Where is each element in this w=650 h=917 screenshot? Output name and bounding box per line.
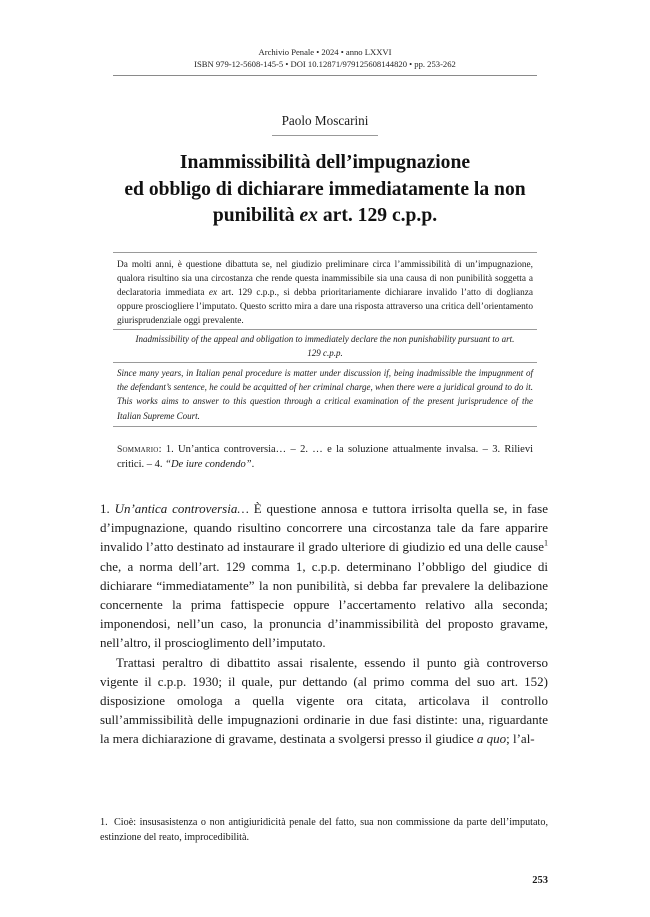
footnote-ref: 1 [544,539,548,549]
title-line-2: ed obbligo di dichiarare immediatamente la non [124,178,526,200]
isbn-doi-line: ISBN 979-12-5608-145-5 • DOI 10.12871/979125608144820 • pp. 253-262 [194,59,456,69]
paragraph-2: Trattasi peraltro di dibattito assai risalente, essendo il punto già controverso vigente il c.p.p. 1930; il quale, pur dettando (al primo comma del suo art. 152) disposizione omologa a quella vigente ora citata, articolava il controllo sull’ammissibilità delle impugnazioni ordinarie in due fasi distinte: una, riguardante la mera dichiarazione di gravame, destinata a svolgersi presso il giudice a quo; l’al- [100,654,548,747]
footnote [100,815,548,845]
abstract-english: Since many years, in Italian penal procedure is matter under discussion if, being inadmissible the impugnment of the defendant’s sentence, he could be acquitted of her criminal charge, when there were a juridical ground to do it. This works aims to answer to this question through a critical examination of the present jurisprudence of the Italian Supreme Court. [117,368,533,421]
author-rule [272,135,378,136]
abstract-english-title: Inadmissibility of the appeal and obligation to immediately declare the non punishability pursuant to art. 129 c.p.p. [135,334,515,358]
page-number: 253 [532,875,548,886]
journal-line: Archivio Penale • 2024 • anno LXXVI [258,47,392,57]
section-heading: Un’antica controversia… [114,501,249,516]
title-line-3: punibilità ex art. 129 c.p.p. [212,205,438,226]
header-rule [113,75,537,76]
abstract-bottom-rule [113,426,537,427]
summary-label: Sommario [117,444,159,455]
footnote-number: 1. [100,817,108,828]
abstract-english-rule [113,362,537,363]
abstract-top-rule [113,252,537,253]
paragraph-1: 1. Un’antica controversia… È questione annosa e tuttora irrisolta quella se, in fase d’impugnazione, quando risultino concorrere una circostanza tale da fare apparire invalido l’atto destinato ad instaurare il grado ulteriore di giudizio ed una delle cause$^1$ che, a norma dell’art. 129 comma 1, c.p.p. determinano l’obbligo del giudice di dichiarare “immediatamente” la non punibilità, si debba far prevalere la delibazione concernente la prima fattispecie oppure l’accertamento relativo alla seconda; imponendosi, nell’un caso, la pronuncia d’inammissibilità del proposto gravame, nell’altro, il proscioglimento dell’imputato. [100,501,549,651]
abstract-italian: Da molti anni, è questione dibattuta se, nel giudizio preliminare circa l’ammissibilità di un’impugnazione, qualora risultino sia una circostanza che rende questa inammissibile sia una causa di non punibilità soggetta a declaratoria immediata ex art. 129 c.p.p., si debba prioritariamente dichiarare invalido l’atto di doglianza oppure prosciogliere l’imputato. Questo scritto mira a dare una risposta attraverso una critica dell’orientamento giurisprudenziale oggi prevalente. [117,260,534,327]
author-name: Paolo Moscarini [281,113,369,128]
article-title [80,150,570,230]
title-line-1: Inammissibilità dell’impugnazione [179,152,471,173]
summary: Sommario: 1. Un’antica controversia… – 2. … e la soluzione attualmente invalsa. – 3. Rilievi critici. – 4. “De iure condendo”. [117,444,533,470]
footnote-text: Cioè: insusasistenza o non antigiuridicità penale del fatto, sua non commissione da parte dell’imputato, estinzione del reato, improcedibilità. [100,817,548,843]
section-number: 1. [100,501,115,516]
abstract-separator-rule [113,329,537,330]
article-body [100,499,548,749]
